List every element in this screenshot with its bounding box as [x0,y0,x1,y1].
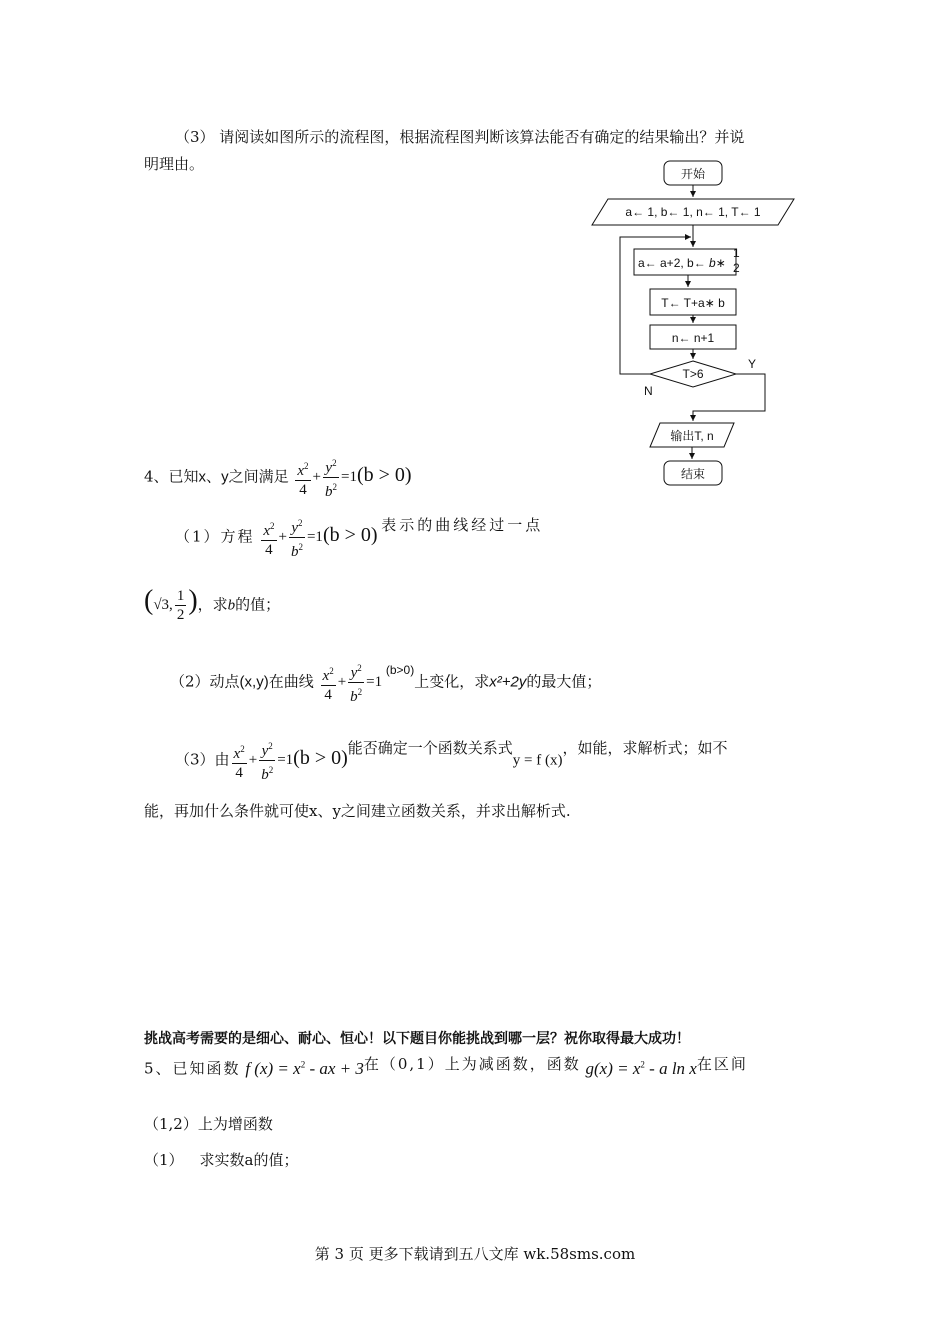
q4-p2-prefix: （2）动点 [170,672,240,691]
q4-p2-xy: (x,y) [239,673,269,691]
q4-p1-suffix: 表示的曲线经过一点 [381,516,544,534]
flow-step3-label: n← n+1 [671,331,715,345]
q4-p1-b: b [227,597,236,614]
q5-line1 [144,1054,748,1079]
q5-part1-num: （1） [144,1151,184,1169]
q4-equation: $\frac{x^2}{4}$ + $\frac{y^2}{b^2}$ =1(b > 0) [293,469,411,485]
flow-step1-label: a← a+2, b← b∗ [638,256,726,270]
q5-line2: （1,2）上为增函数 [144,1115,273,1133]
q4-sep: 、 [206,467,222,486]
flow-end-label: 结束 [680,467,706,481]
q4-part1 [175,515,543,561]
q5-mid: 在（0,1）上为减函数，函数 [363,1055,581,1073]
flow-decision-label: T>6 [682,367,704,381]
q3-line1: （3） 请阅读如图所示的流程图，根据流程图判断该算法能否有确定的结果输出？并说 [175,128,745,146]
flow-yes-label: Y [748,357,757,371]
flow-no-label: N [644,384,653,398]
q4-p1-equation: $\frac{x^2}{4}$ + $\frac{y^2}{b^2}$ =1(b > 0) [259,529,381,545]
q5-suffix: 在区间 [696,1055,748,1073]
q4-p2-mid: 在曲线 [268,672,314,691]
q4-var-y: y [221,468,229,486]
q4-p1-end: 的值； [235,595,281,614]
q4-part3-line2: 能，再加什么条件就可使x、y之间建立函数关系，并求出解析式. [144,802,571,820]
q4-p2-expr: x²+2y [489,673,527,691]
q4-intro [144,455,412,501]
q4-part3 [175,738,728,784]
q5-line3 [144,1150,299,1170]
q5-f: f $(x) = x^2$ - ax + 3 [245,1058,364,1078]
q5-prefix: 5、已知函数 [144,1059,241,1078]
q4-part1-point [144,585,281,624]
q4-p2-cond: (b>0) [385,663,415,677]
q3-line2: 明理由。 [144,155,205,173]
q4-p2-end: 的最大值； [526,672,602,691]
q4-p3-suffix: ，如能，求解析式；如不 [562,739,728,757]
q4-p2-equation: $\frac{x^2}{4}$ + $\frac{y^2}{b^2}$ =1 [319,674,386,690]
flow-output-label: 输出T, n [670,429,714,443]
q4-p3-prefix: （3）由 [175,750,230,769]
q4-p1-tail: ，求 [197,595,228,614]
q4-p2-suffix: 上变化，求 [414,672,490,691]
q4-intro-mid: 之间满足 [228,467,289,486]
q5-part1-text: 求实数a的值； [199,1151,299,1169]
flow-init-label: a← 1, b← 1, n← 1, T← 1 [625,205,761,219]
q4-p1-prefix: （1）方程 [175,527,255,546]
q4-p1-point: (√3, $\frac{1}{2}$ ) [144,585,198,623]
q4-p3-mid: 能否确定一个函数关系式 [347,739,513,757]
q4-part2 [170,660,601,706]
flow-step1-frac-num: 1 [733,246,740,260]
challenge-heading: 挑战高考需要的是细心、耐心、恒心！以下题目你能挑战到哪一层？祝你取得最大成功！ [144,1031,690,1047]
flow-start-label: 开始 [680,167,706,181]
q4-intro-prefix: 4、已知 [144,467,199,486]
flowchart [588,155,808,495]
q5-g: $g(x) = x^2 - a$ ln x [585,1058,697,1078]
q4-var-x: x [198,468,207,486]
q4-p3-func: y = f (x) [512,752,563,769]
page-footer: 第 3 页 更多下载请到五八文库 wk.58sms.com [314,1245,636,1263]
flow-step1-frac-den: 2 [733,261,740,275]
flow-step2-label: T← T+a∗ b [661,296,725,310]
q4-p3-equation: $\frac{x^2}{4}$ + $\frac{y^2}{b^2}$ =1(b > 0) [230,752,348,768]
